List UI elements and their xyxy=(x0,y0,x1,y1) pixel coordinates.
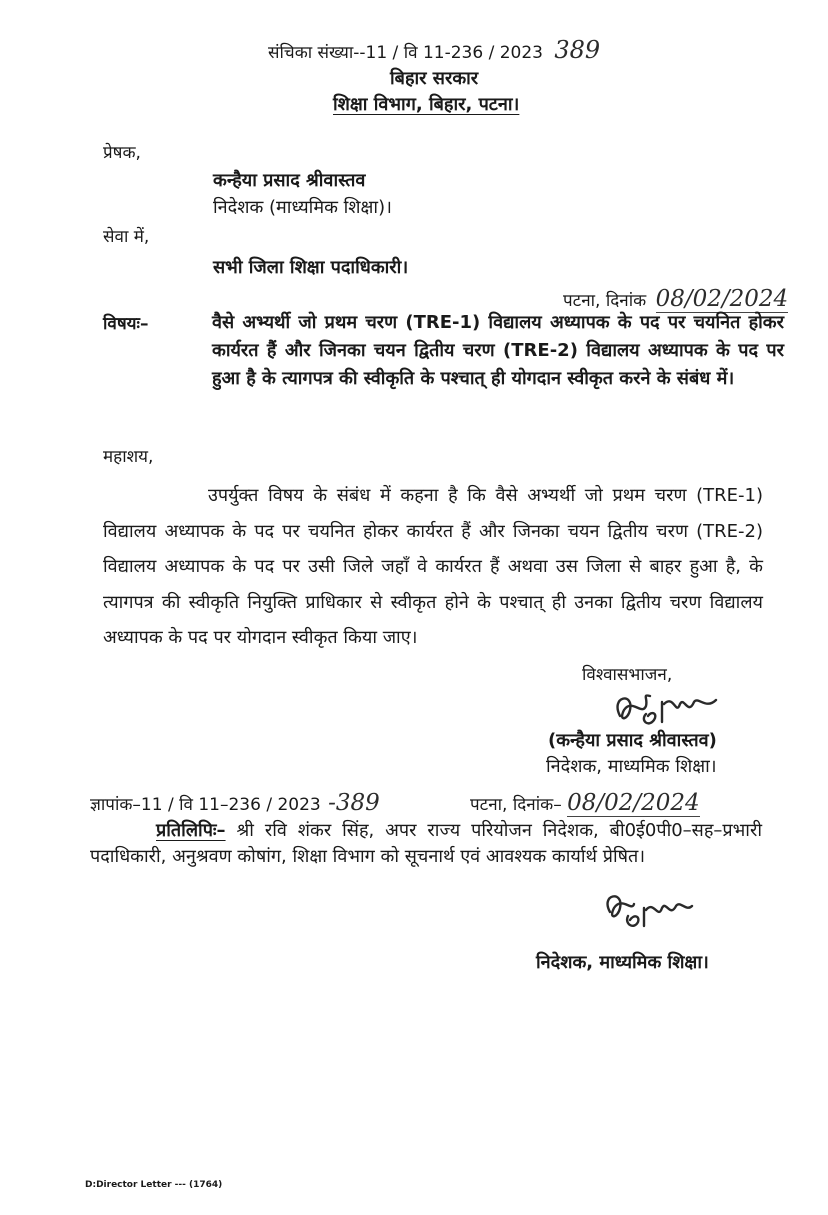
file-number-text: संचिका संख्या--11 / वि 11-236 / 2023 xyxy=(268,43,543,63)
date-handwritten: 08/02/2024 xyxy=(655,286,789,312)
salutation: महाशय, xyxy=(103,447,154,467)
copy-paragraph xyxy=(90,818,762,870)
file-number-handwritten: 389 xyxy=(554,36,601,64)
closing-name: (कन्हैया प्रसाद श्रीवास्तव) xyxy=(548,730,717,751)
signature-2 xyxy=(598,886,698,940)
date-place-label: पटना, दिनांक xyxy=(563,291,647,311)
memo-date xyxy=(470,790,700,816)
memo-designation: निदेशक, माध्यमिक शिक्षा। xyxy=(536,952,709,973)
memo-date-handwritten: 08/02/2024 xyxy=(567,790,700,816)
recipient-label: सेवा में, xyxy=(103,227,150,247)
subject-text: वैसे अभ्यर्थी जो प्रथम चरण (TRE-1) विद्यालय अध्यापक के पद पर चयनित होकर कार्यरत हैं और जिनका चयन द्वितीय चरण (TRE-2) विद्यालय अध्यापक के पद पर हुआ है के त्यागपत्र की स्वीकृति के पश्चात् ही योगदान स्वीकृत करने के संबंध में। xyxy=(212,312,784,389)
copy-text: श्री रवि शंकर सिंह, अपर राज्य परियोजन निदेशक, बी0ई0पी0–सह–प्रभारी पदाधिकारी, अनुश्रवण कोषांग, शिक्षा विभाग को सूचनार्थ एवं आवश्यक कार्यार्थ प्रेषित। xyxy=(90,820,762,867)
footer-reference: D:Director Letter --- (1764) xyxy=(85,1180,223,1190)
memo-number xyxy=(90,790,380,816)
copy-label: प्रतिलिपिः– xyxy=(156,820,226,841)
department-name: शिक्षा विभाग, बिहार, पटना। xyxy=(333,94,520,115)
government-name: बिहार सरकार xyxy=(390,68,479,89)
memo-number-text: ज्ञापांक–11 / वि 11–236 / 2023 xyxy=(90,795,321,815)
memo-number-handwritten: -389 xyxy=(328,790,380,816)
recipient-name: सभी जिला शिक्षा पदाधिकारी। xyxy=(213,257,409,278)
subject-label: विषयः– xyxy=(103,314,149,334)
body-paragraph: उपर्युक्त विषय के संबंध में कहना है कि वैसे अभ्यर्थी जो प्रथम चरण (TRE-1) विद्यालय अध्यापक के पद पर चयनित होकर कार्यरत हैं और जिनका चयन द्वितीय चरण (TRE-2) विद्यालय अध्यापक के पद पर उसी जिले जहाँ वे कार्यरत हैं अथवा उस जिला से बाहर हुआ है, के त्यागपत्र की स्वीकृति नियुक्ति प्राधिकार से स्वीकृत होने के पश्चात् ही उनका द्वितीय चरण विद्यालय अध्यापक के पद पर योगदान स्वीकृत किया जाए। xyxy=(103,485,763,648)
sender-designation: निदेशक (माध्यमिक शिक्षा)। xyxy=(213,197,392,218)
sender-name: कन्हैया प्रसाद श्रीवास्तव xyxy=(213,170,366,191)
valediction: विश्वासभाजन, xyxy=(582,665,673,685)
file-number xyxy=(268,36,600,64)
closing-designation: निदेशक, माध्यमिक शिक्षा। xyxy=(546,756,717,777)
memo-date-label: पटना, दिनांक– xyxy=(470,795,562,815)
sender-label: प्रेषक, xyxy=(103,143,141,163)
